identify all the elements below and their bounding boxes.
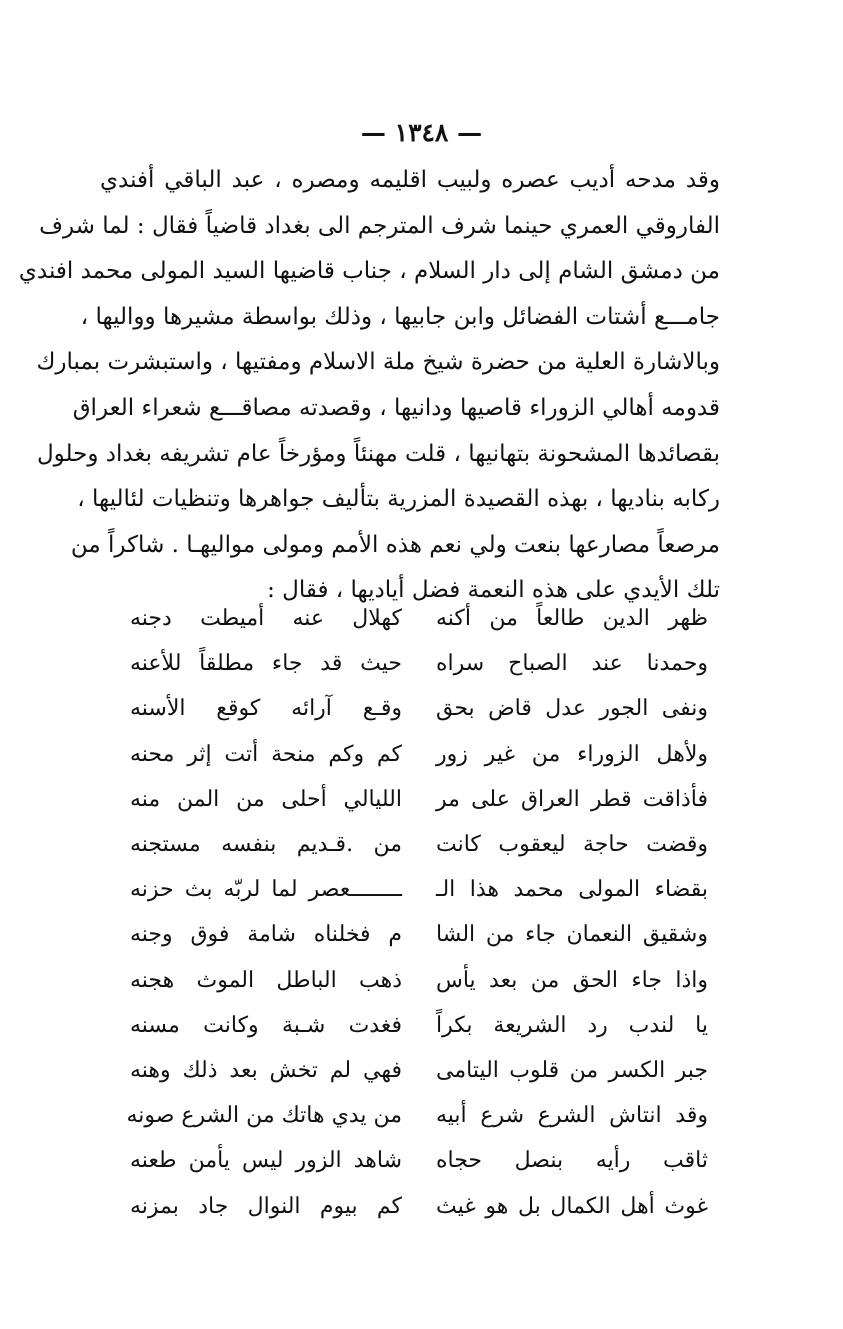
prose-line: مرصعاً مصارعها بنعت ولي نعم هذه الأمم ومولى مواليهـا . شاكراً من — [70, 531, 720, 558]
hemistich-second: وقـع آرائه كوقع الأسنه — [130, 696, 402, 722]
hemistich-first: وحمدنا عند الصباح سراه — [436, 651, 708, 677]
hemistich-first: وقد انتاش الشرع شرع أبيه — [436, 1103, 708, 1129]
prose-line: بقصائدها المشحونة بتهانيها ، قلت مهنئاً ومؤرخاً عام تشريفه بغداد وحلول — [36, 440, 720, 467]
hemistich-second: من .قـديم بنفسه مستجنه — [130, 832, 402, 858]
prose-line: من دمشق الشام إلى دار السلام ، جناب قاضيها السيد المولى محمد افندي — [18, 258, 720, 285]
poem-verse — [130, 867, 708, 912]
poem-verse — [130, 958, 708, 1003]
poem-verse — [130, 822, 708, 867]
prose-line: وقد مدحه أديب عصره ولبيب اقليمه ومصره ، عبد الباقي أفندي — [100, 167, 720, 193]
hemistich-second: كهلال عنه أميطت دجنه — [130, 606, 402, 632]
hemistich-first: فأذاقت قطر العراق على مر — [436, 786, 708, 812]
poem-verse — [130, 1003, 708, 1048]
hemistich-first: واذا جاء الحق من بعد يأس — [436, 967, 708, 993]
poem-verse — [130, 777, 708, 822]
hemistich-second: ذهب الباطل الموث هجنه — [130, 967, 402, 993]
hemistich-second: ــــــــعصر لما لربّه بث حزنه — [130, 877, 402, 903]
prose-paragraph — [18, 158, 720, 614]
poem-verse — [130, 686, 708, 731]
hemistich-first: غوث أهل الكمال بل هو غيث — [436, 1193, 708, 1219]
hemistich-first: جبر الكسر من قلوب اليتامى — [436, 1057, 708, 1083]
hemistich-first: بقضاء المولى محمد هذا الـ — [436, 877, 708, 903]
hemistich-first: ولأهل الزوراء من غير زور — [436, 741, 708, 767]
hemistich-second: كم وكم منحة أتت إثر محنه — [130, 741, 402, 767]
hemistich-first: يا لندب رد الشريعة بكراً — [436, 1012, 708, 1038]
poem-verse — [130, 732, 708, 777]
poem-verse — [126, 1093, 708, 1138]
prose-line: الفاروقي العمري حينما شرف المترجم الى بغداد قاضياً فقال : لما شرف — [39, 212, 720, 239]
prose-line: وبالاشارة العلية من حضرة شيخ ملة الاسلام ومفتيها ، واستبشرت بمبارك — [36, 349, 720, 376]
prose-line: ركابه بناديها ، بهذه القصيدة المزرية بتأليف جواهرها وتنظيات لئاليها ، — [77, 486, 720, 513]
hemistich-first: ثاقب رأيه بنصل حجاه — [436, 1148, 708, 1174]
hemistich-second: فغدت شـبة وكانت مسنه — [130, 1012, 402, 1038]
hemistich-first: ونفى الجور عدل قاض بحق — [436, 696, 708, 722]
hemistich-first: وشقيق النعمان جاء من الشا — [436, 922, 708, 948]
poem-verse — [130, 912, 708, 957]
prose-line: قدومه أهالي الزوراء قاصيها ودانيها ، وقصدته مصاقـــع شعراء العراق — [72, 394, 720, 421]
poem — [126, 596, 708, 1229]
hemistich-first: ظهر الدين طالعاً من أكنه — [436, 606, 708, 632]
hemistich-second: م فخلناه شامة فوق وجنه — [130, 922, 402, 948]
hemistich-second: فهي لم تخش بعد ذلك وهنه — [130, 1057, 402, 1083]
poem-verse — [130, 1138, 708, 1183]
hemistich-second: شاهد الزور ليس يأمن طعنه — [130, 1148, 402, 1174]
hemistich-first: وقضت حاجة ليعقوب كانت — [436, 832, 708, 858]
poem-verse — [130, 1048, 708, 1093]
page-number: — ١٣٤٨ — — [360, 118, 483, 147]
hemistich-second: من يدي هاتك من الشرع صونه — [126, 1103, 402, 1129]
hemistich-second: الليالي أحلى من المن منه — [130, 786, 402, 812]
poem-verse — [130, 1183, 708, 1228]
hemistich-second: حيث قد جاء مطلقاً للأعنه — [130, 651, 402, 677]
hemistich-second: كم بيوم النوال جاد بمزنه — [130, 1193, 402, 1219]
poem-verse — [130, 641, 708, 686]
prose-line: جامـــع أشتات الفضائل وابن جابيها ، وذلك بواسطة مشيرها وواليها ، — [80, 303, 720, 330]
poem-verse — [130, 596, 708, 641]
prose-line: تلك الأيدي على هذه النعمة فضل أياديها ، فقال : — [267, 577, 720, 604]
